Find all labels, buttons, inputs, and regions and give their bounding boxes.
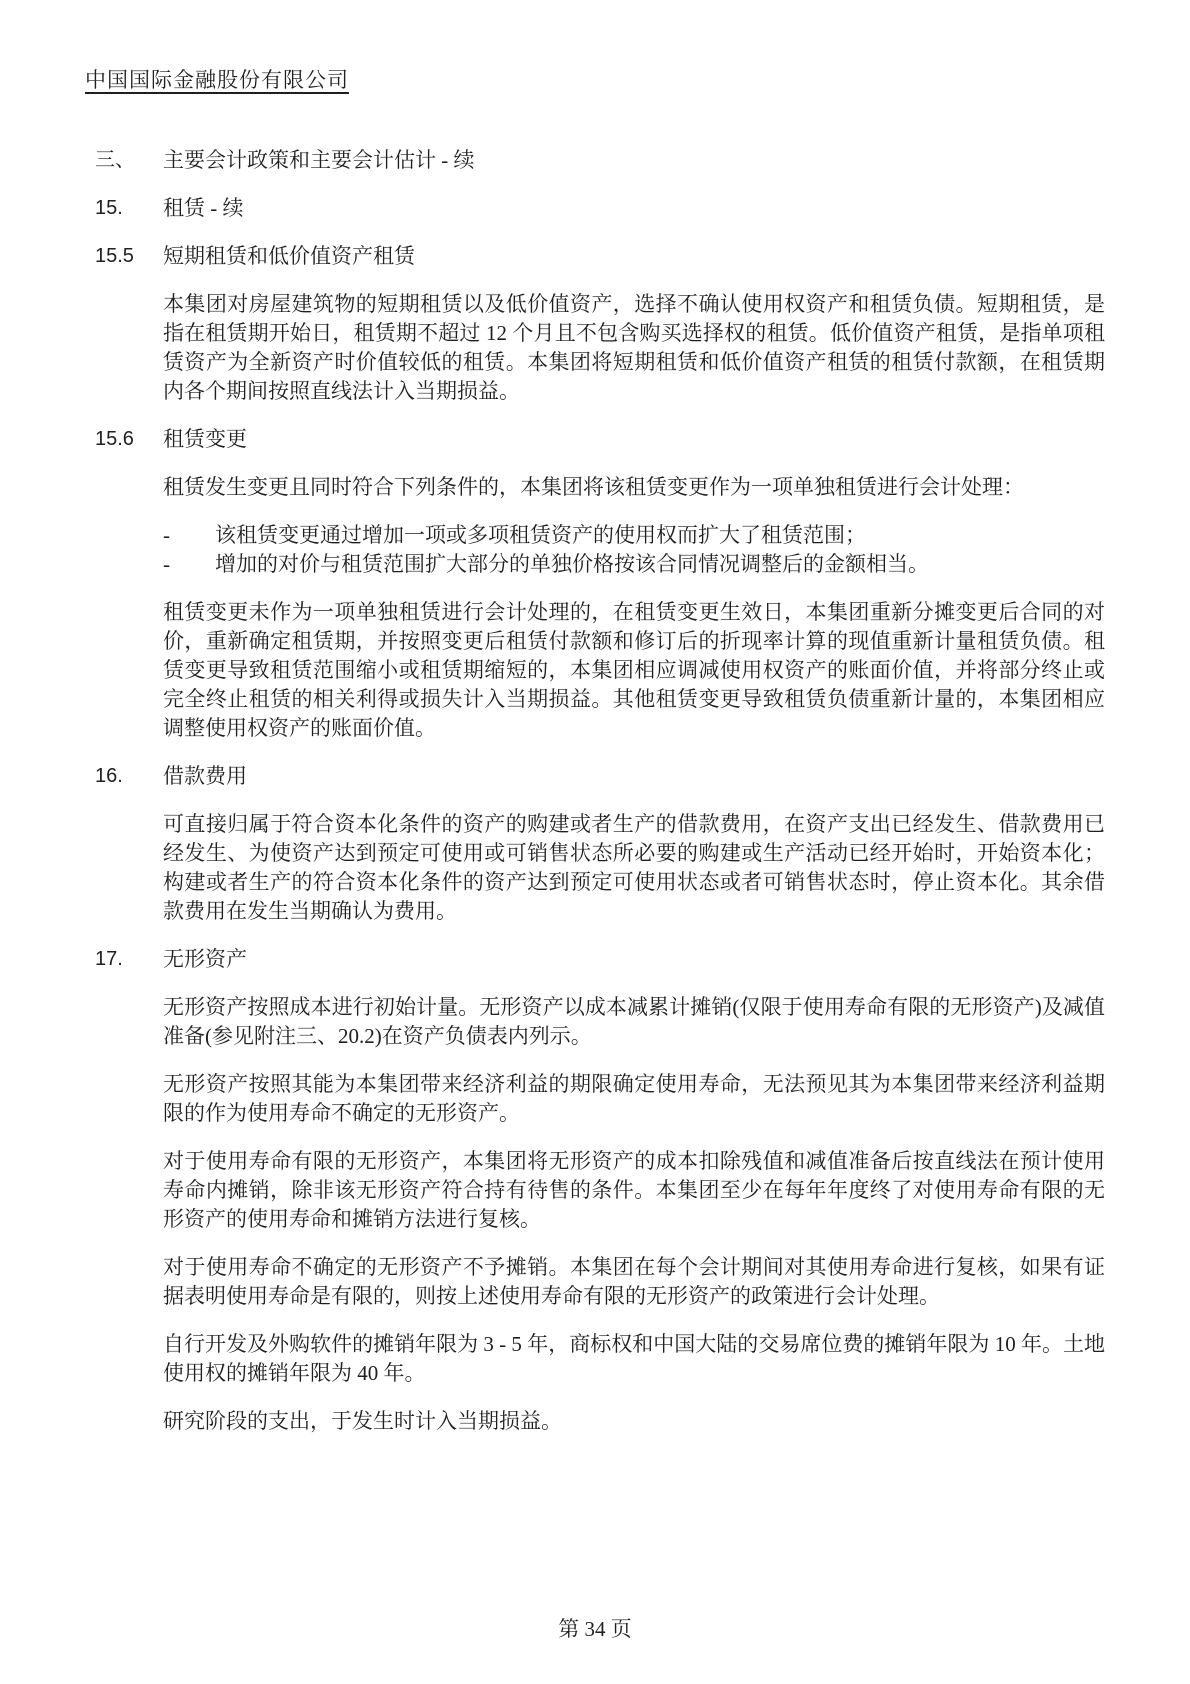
paragraph-text: 租赁发生变更且同时符合下列条件的，本集团将该租赁变更作为一项单独租赁进行会计处理：: [163, 475, 1024, 499]
subsection-heading-16: [95, 762, 1105, 791]
paragraph-amortization-periods: [95, 1330, 1105, 1388]
paragraph-intangible-useful-life: [95, 1070, 1105, 1128]
section-title: 主要会计政策和主要会计估计 - 续: [163, 148, 475, 172]
company-name: 中国国际金融股份有限公司: [85, 68, 349, 92]
paragraph-text: 本集团对房屋建筑物的短期租赁以及低价值资产，选择不确认使用权资产和租赁负债。短期租赁，是指在租赁期开始日，租赁期不超过 12 个月且不包含购买选择权的租赁。低价值资产租赁，是指单项租赁资产为全新资产时价值较低的租赁。本集团将短期租赁和低价值资产租赁的租赁付款额，在租赁期内各个期间按照直线法计入当期损益。: [163, 292, 1105, 403]
bullet-dash: -: [163, 552, 170, 576]
paragraph-research-expenditure: [95, 1407, 1105, 1436]
paragraph-text: 可直接归属于符合资本化条件的资产的购建或者生产的借款费用，在资产支出已经发生、借款费用已经发生、为使资产达到预定可使用或可销售状态所必要的购建或生产活动已经开始时，开始资本化；构建或者生产的符合资本化条件的资产达到预定可使用状态或者可销售状态时，停止资本化。其余借款费用在发生当期确认为费用。: [163, 812, 1105, 923]
paragraph-text: 研究阶段的支出，于发生时计入当期损益。: [163, 1409, 562, 1433]
paragraph-text: 自行开发及外购软件的摊销年限为 3 - 5 年，商标权和中国大陆的交易席位费的摊销年限为 10 年。土地使用权的摊销年限为 40 年。: [163, 1332, 1105, 1385]
bullet-item: [163, 550, 1105, 579]
subsection-title: 短期租赁和低价值资产租赁: [163, 244, 415, 268]
paragraph-intangible-finite-life: [95, 1147, 1105, 1234]
paragraph-lease-modification-detail: [95, 598, 1105, 743]
paragraph-text: 无形资产按照其能为本集团带来经济利益的期限确定使用寿命，无法预见其为本集团带来经济利益期限的作为使用寿命不确定的无形资产。: [163, 1072, 1105, 1125]
paragraph-text: 租赁变更未作为一项单独租赁进行会计处理的，在租赁变更生效日，本集团重新分摊变更后合同的对价，重新确定租赁期，并按照变更后租赁付款额和修订后的折现率计算的现值重新计量租赁负债。租赁变更导致租赁范围缩小或租赁期缩短的，本集团相应调减使用权资产的账面价值，并将部分终止或完全终止租赁的相关利得或损失计入当期损益。其他租赁变更导致租赁负债重新计量的，本集团相应调整使用权资产的账面价值。: [163, 600, 1105, 740]
section-number: 三、: [95, 149, 135, 171]
subsection-number: 15.: [95, 197, 123, 219]
subsection-title: 无形资产: [163, 947, 247, 971]
subsection-heading-15-6: [95, 425, 1105, 454]
paragraph-lease-modification-intro: [95, 473, 1105, 502]
bullet-text: 增加的对价与租赁范围扩大部分的单独价格按该合同情况调整后的金额相当。: [215, 552, 929, 576]
subsection-title: 借款费用: [163, 764, 247, 788]
paragraph-intangible-indefinite-life: [95, 1253, 1105, 1311]
paragraph-text: 无形资产按照成本进行初始计量。无形资产以成本减累计摊销(仅限于使用寿命有限的无形资产)及减值准备(参见附注三、20.2)在资产负债表内列示。: [163, 995, 1105, 1048]
bullet-text: 该租赁变更通过增加一项或多项租赁资产的使用权而扩大了租赁范围；: [215, 523, 866, 547]
document-body: [95, 146, 1105, 1436]
bullet-dash: -: [163, 523, 170, 547]
bullet-list: [95, 521, 1105, 579]
section-heading: [95, 146, 1105, 175]
paragraph-text: 对于使用寿命有限的无形资产，本集团将无形资产的成本扣除残值和减值准备后按直线法在预计使用寿命内摊销，除非该无形资产符合持有待售的条件。本集团至少在每年年度终了对使用寿命有限的无形资产的使用寿命和摊销方法进行复核。: [163, 1149, 1105, 1231]
subsection-heading-15: [95, 194, 1105, 223]
bullet-item: [163, 521, 1105, 550]
subsection-number: 16.: [95, 765, 123, 787]
page-number: 第 34 页: [558, 1617, 632, 1641]
subsection-heading-15-5: [95, 242, 1105, 271]
paragraph-short-term-lease: [95, 290, 1105, 406]
paragraph-borrowing-costs: [95, 810, 1105, 926]
subsection-heading-17: [95, 945, 1105, 974]
subsection-title: 租赁变更: [163, 427, 247, 451]
subsection-number: 15.6: [95, 428, 134, 450]
paragraph-text: 对于使用寿命不确定的无形资产不予摊销。本集团在每个会计期间对其使用寿命进行复核，如果有证据表明使用寿命是有限的，则按上述使用寿命有限的无形资产的政策进行会计处理。: [163, 1255, 1105, 1308]
paragraph-intangible-initial: [95, 993, 1105, 1051]
subsection-number: 17.: [95, 948, 123, 970]
subsection-title: 租赁 - 续: [163, 196, 244, 220]
subsection-number: 15.5: [95, 245, 134, 267]
